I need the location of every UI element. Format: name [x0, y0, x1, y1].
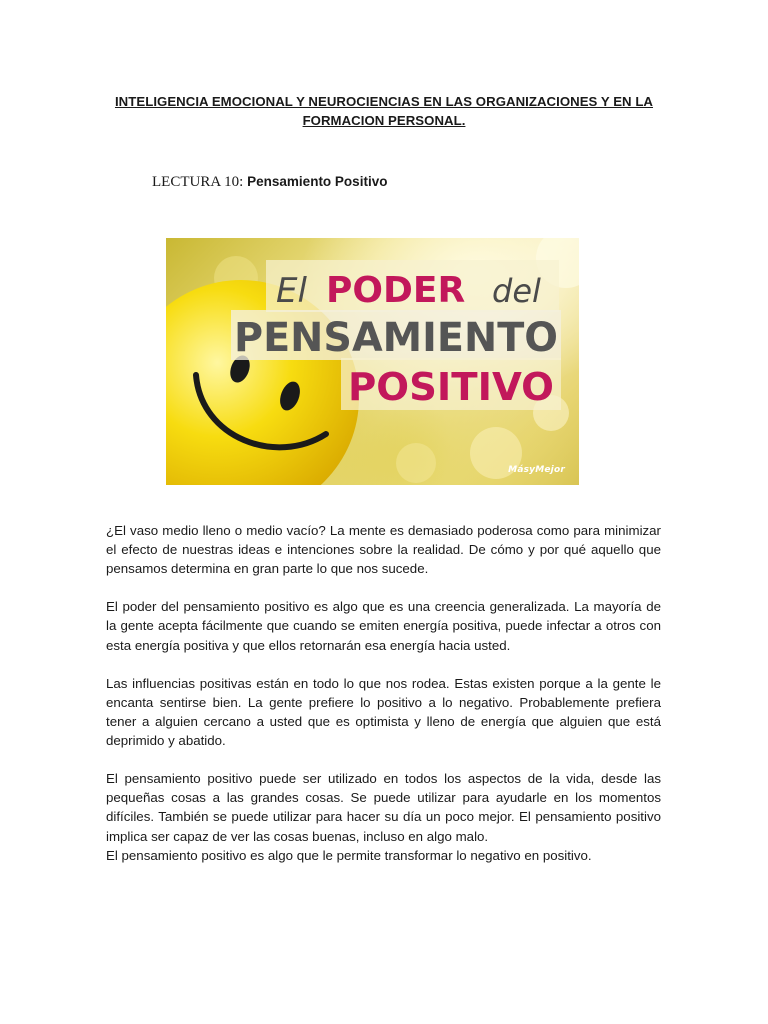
paragraph-3: Las influencias positivas están en todo lo que nos rodea. Estas existen porque a la gente le encanta sentirse bien. La gente prefiere lo positivo a lo negativo. Probablemente prefiera tener a alguien cercano a usted que es optimista y lleno de energía que alguien que está deprimido y abatido. — [106, 675, 661, 749]
lectura-topic: Pensamiento Positivo — [247, 174, 388, 189]
banner-word-del: del — [492, 272, 541, 310]
banner-image — [166, 238, 579, 485]
paragraph-1: ¿El vaso medio lleno o medio vacío? La mente es demasiado poderosa como para minimizar el efecto de nuestras ideas e intenciones sobre la realidad. De cómo y por qué aquello que pensamos determina en gran parte lo que nos sucede. — [106, 523, 661, 577]
document-title: INTELIGENCIA EMOCIONAL Y NEUROCIENCIAS EN LAS ORGANIZACIONES Y EN LA FORMACION PERSONAL. — [114, 94, 654, 128]
banner-word-positivo: POSITIVO — [348, 365, 554, 409]
banner-brand-logo: MásyMejor — [508, 465, 565, 475]
lectura-number: LECTURA 10: — [152, 174, 244, 190]
banner-word-pensamiento: PENSAMIENTO — [234, 315, 558, 361]
paragraph-2: El poder del pensamiento positivo es algo que es una creencia generalizada. La mayoría de la gente acepta fácilmente que cuando se emiten energía positiva, puede infectar a otros con esta energía positiva y que ellos retornarán esa energía hacia usted. — [106, 599, 661, 653]
banner-word-poder: PODER — [326, 270, 466, 311]
lectura-heading — [152, 172, 387, 191]
banner-graphic — [166, 238, 579, 485]
paragraph-5: El pensamiento positivo es algo que le permite transformar lo negativo en positivo. — [106, 847, 592, 863]
paragraph-4: El pensamiento positivo puede ser utilizado en todos los aspectos de la vida, desde las pequeñas cosas a las grandes cosas. Se puede utilizar para ayudarle en los momentos difíciles. También se puede utilizar para hacer su día un poco mejor. El pensamiento positivo implica ser capaz de ver las cosas buenas, incluso en algo malo. — [106, 771, 661, 844]
banner-word-el: El — [276, 271, 307, 311]
document-body — [106, 521, 661, 884]
